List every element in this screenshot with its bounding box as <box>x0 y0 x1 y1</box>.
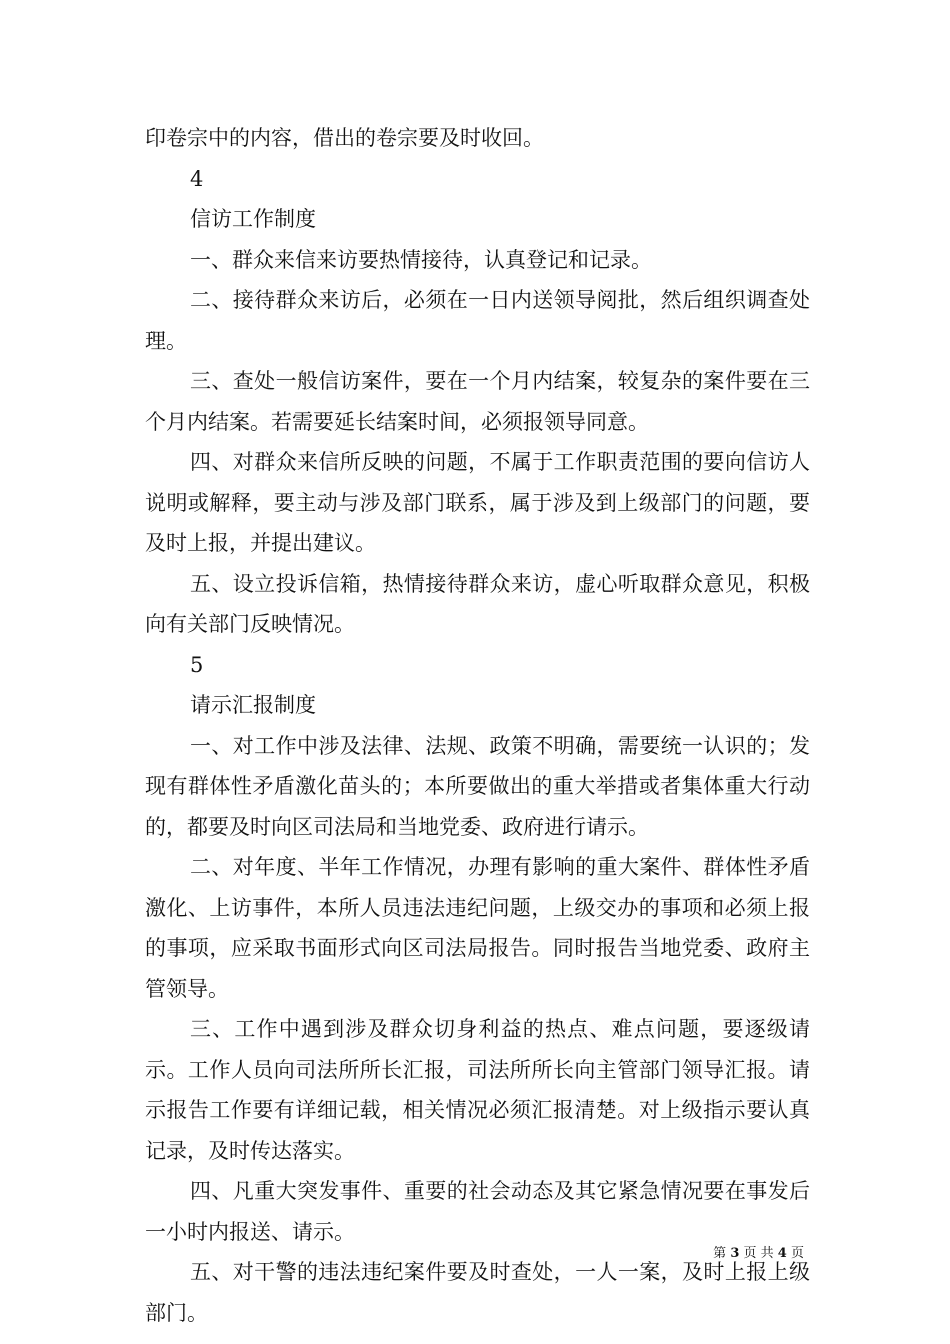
petition-rule-5: 五、设立投诉信箱，热情接待群众来访，虚心听取群众意见，积极向有关部门反映情况。 <box>145 571 810 636</box>
paragraph-continuation: 印卷宗中的内容，借出的卷宗要及时收回。 <box>145 126 544 150</box>
footer-current-page: 3 <box>730 1246 740 1261</box>
petition-rule-2: 二、接待群众来访后，必须在一日内送领导阅批，然后组织调查处理。 <box>145 288 810 353</box>
footer-prefix: 第 <box>713 1246 727 1261</box>
reporting-rule-4: 四、凡重大突发事件、重要的社会动态及其它紧急情况要在事发后一小时内报送、请示。 <box>145 1179 810 1244</box>
petition-rule-1: 一、群众来信来访要热情接待，认真登记和记录。 <box>190 247 652 272</box>
footer-total-pages: 4 <box>777 1246 787 1261</box>
petition-rule-4: 四、对群众来信所反映的问题，不属于工作职责范围的要向信访人说明或解释，要主动与涉及部门联系，属于涉及到上级部门的问题，要及时上报，并提出建议。 <box>145 450 810 555</box>
reporting-rule-1: 一、对工作中涉及法律、法规、政策不明确，需要统一认识的；发现有群体性矛盾激化苗头的；本所要做出的重大举措或者集体重大行动的，都要及时向区司法局和当地党委、政府进行请示。 <box>145 733 810 839</box>
section-number-4: 4 <box>190 166 204 191</box>
section-number-5: 5 <box>190 652 204 677</box>
reporting-rule-5: 五、对干警的违法违纪案件要及时查处，一人一案，及时上报上级部门。 <box>145 1260 810 1325</box>
footer-suffix: 页 <box>790 1246 804 1261</box>
reporting-rule-3: 三、工作中遇到涉及群众切身利益的热点、难点问题，要逐级请示。工作人员向司法所所长汇报，司法所所长向主管部门领导汇报。请示报告工作要有详细记载，相关情况必须汇报清楚。对上级指示要认真记录，及时传达落实。 <box>145 1017 810 1163</box>
document-body <box>145 118 810 1333</box>
footer-middle: 页 共 <box>743 1246 774 1261</box>
petition-rule-3: 三、查处一般信访案件，要在一个月内结案，较复杂的案件要在三个月内结案。若需要延长结案时间，必须报领导同意。 <box>145 369 810 434</box>
page-footer <box>713 1245 804 1263</box>
section-title-reporting-system: 请示汇报制度 <box>190 693 316 717</box>
reporting-rule-2: 二、对年度、半年工作情况，办理有影响的重大案件、群体性矛盾激化、上访事件，本所人员违法违纪问题，上级交办的事项和必须上报的事项，应采取书面形式向区司法局报告。同时报告当地党委、政府主管领导。 <box>145 855 810 1001</box>
section-title-petition-system: 信访工作制度 <box>190 207 316 231</box>
